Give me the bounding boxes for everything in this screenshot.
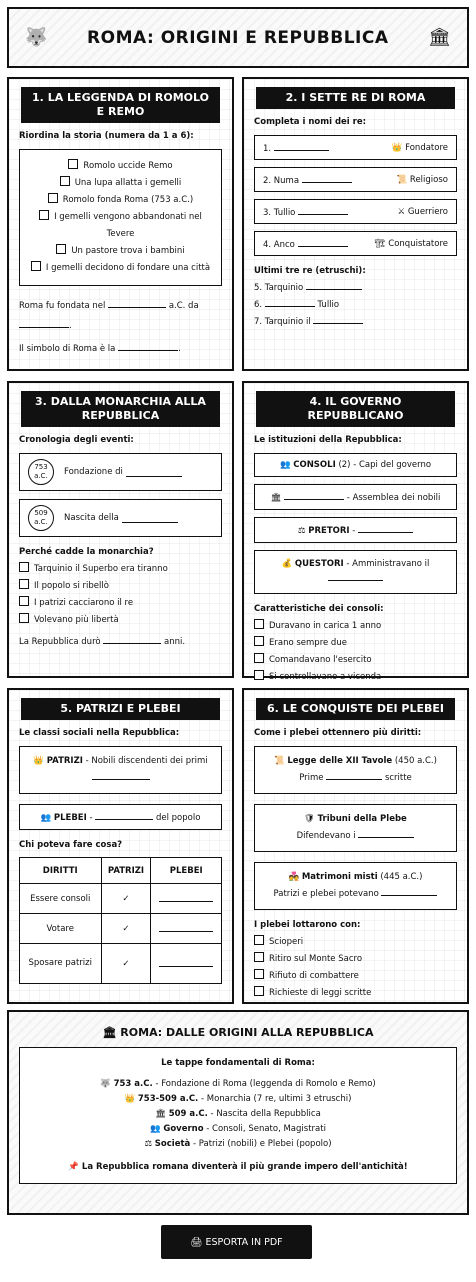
section-kings: [242, 77, 469, 371]
etruscan-kings: 5. Tarquinio 6. Tullio 7. Tarquinio il: [254, 280, 457, 331]
conquest-card: 💑 Matrimoni misti (445 a.C.) Patrizi e plebei potevano: [254, 862, 457, 910]
king-card: 2. Numa 📜 Religioso: [254, 167, 457, 192]
answer-blank[interactable]: [118, 342, 178, 351]
institution-card: 👥 CONSOLI (2) - Capi del governo: [254, 453, 457, 477]
feature-checkbox[interactable]: [254, 636, 264, 646]
list-item: Si controllavano a vicenda: [254, 670, 457, 684]
conquest-card: 🛡 Tribuni della Plebe Difendevano i: [254, 804, 457, 852]
list-item: Un pastore trova i bambini: [30, 243, 211, 260]
check-mark: ✓: [101, 884, 151, 914]
answer-blank[interactable]: [298, 206, 348, 215]
conquest-card: 📜 Legge delle XII Tavole (450 a.C.) Prime scritte: [254, 746, 457, 794]
table-row: Sposare patrizi ✓: [20, 944, 222, 984]
section-title: 6. LE CONQUISTE DEI PLEBEI: [256, 698, 455, 720]
answer-blank[interactable]: [159, 893, 213, 902]
section-instruction: Riordina la storia (numera da 1 a 6):: [19, 131, 194, 141]
answer-blank[interactable]: [122, 514, 178, 523]
summary-line: 👑 753-509 a.C. - Monarchia (7 re, ultimi 3 etruschi): [124, 1094, 352, 1104]
check-mark: ✓: [101, 914, 151, 944]
rights-table: [19, 857, 222, 984]
money-bag-icon: 💰: [281, 559, 293, 569]
pin-icon: 📌: [68, 1162, 79, 1172]
duration-question: La Repubblica durò anni.: [19, 637, 186, 647]
section-plebeian-conquests: [242, 688, 469, 1004]
feature-checkbox[interactable]: [254, 670, 264, 680]
section-instruction: Completa i nomi dei re:: [254, 117, 367, 127]
order-checkbox[interactable]: [48, 193, 58, 203]
list-item: Romolo uccide Remo: [30, 158, 211, 175]
printer-icon: 🖨: [190, 1236, 203, 1248]
list-item: Volevano più libertà: [19, 613, 222, 627]
temple-icon: 🏛: [102, 1026, 117, 1039]
people-icon: 👥: [150, 1124, 161, 1134]
class-card: 👥 PLEBEI - del popolo: [19, 804, 222, 830]
answer-blank[interactable]: [358, 829, 414, 838]
answer-blank[interactable]: [159, 958, 213, 967]
table-row: Essere consoli ✓: [20, 884, 222, 914]
crown-icon: 👑: [391, 142, 403, 153]
answer-blank[interactable]: [265, 298, 315, 307]
answer-blank[interactable]: [381, 887, 437, 896]
method-checkbox[interactable]: [254, 935, 264, 945]
section-title: 1. LA LEGGENDA DI ROMOLO E REMO: [21, 87, 220, 123]
wolf-icon: 🐺: [25, 27, 48, 48]
scroll-icon: 📜: [274, 756, 285, 766]
list-item: Comandavano l'esercito: [254, 653, 457, 667]
king-card: 4. Anco 🏗 Conquistatore: [254, 231, 457, 256]
summary-inner-title: Le tappe fondamentali di Roma:: [161, 1058, 315, 1068]
order-checkbox[interactable]: [56, 244, 66, 254]
section-instruction: Le classi sociali nella Repubblica:: [19, 728, 180, 738]
timeline-event: 509 a.C. Nascita della: [19, 499, 222, 537]
summary-final: 📌 La Repubblica romana diventerà il più grande impero dell'antichità!: [68, 1162, 408, 1172]
list-item: Il popolo si ribellò: [19, 579, 222, 593]
scroll-icon: 📜: [396, 174, 408, 185]
section-government: [242, 381, 469, 682]
answer-blank[interactable]: [92, 771, 150, 780]
answer-blank[interactable]: [358, 524, 413, 533]
section-title: 2. I SETTE RE DI ROMA: [256, 87, 455, 109]
answer-blank[interactable]: [108, 299, 166, 308]
section-instruction: Perché cadde la monarchia?: [19, 547, 154, 557]
summary-title: 🏛 ROMA: DALLE ORIGINI ALLA REPUBBLICA: [102, 1026, 374, 1039]
order-checkbox[interactable]: [39, 210, 49, 220]
symbol-question: Il simbolo di Roma è la .: [19, 344, 181, 354]
crown-icon: 👑: [33, 756, 44, 766]
timeline-event: 753 a.C. Fondazione di: [19, 453, 222, 491]
list-item: Scioperi: [254, 935, 457, 949]
institution-card: 🏛 - Assemblea dei nobili: [254, 484, 457, 510]
answer-blank[interactable]: [328, 572, 383, 581]
table-row: Votare ✓: [20, 914, 222, 944]
people-icon: 👥: [40, 813, 52, 823]
summary-line: 🐺 753 a.C. - Fondazione di Roma (leggenda di Romolo e Remo): [100, 1079, 376, 1089]
summary-line: 👥 Governo - Consoli, Senato, Magistrati: [150, 1124, 326, 1134]
method-checkbox[interactable]: [254, 952, 264, 962]
answer-blank[interactable]: [126, 468, 182, 477]
section-instruction: Ultimi tre re (etruschi):: [254, 266, 366, 276]
summary-line: ⚖ Società - Patrizi (nobili) e Plebei (popolo): [144, 1139, 332, 1149]
answer-blank[interactable]: [274, 142, 329, 151]
list-item: Duravano in carica 1 anno: [254, 619, 457, 633]
section-legend: [7, 77, 234, 371]
king-card: 3. Tullio ⚔ Guerriero: [254, 199, 457, 224]
answer-blank[interactable]: [103, 635, 161, 644]
year-badge: 509 a.C.: [28, 505, 54, 531]
feature-checkbox[interactable]: [254, 619, 264, 629]
scales-icon: ⚖: [144, 1139, 153, 1149]
list-item: Romolo fonda Roma (753 a.C.): [30, 192, 211, 209]
temple-icon: 🏛: [428, 27, 451, 48]
export-pdf-label: ESPORTA IN PDF: [205, 1236, 283, 1248]
order-checkbox[interactable]: [68, 159, 78, 169]
list-item: Tarquinio il Superbo era tiranno: [19, 562, 222, 576]
list-item: Erano sempre due: [254, 636, 457, 650]
section-title: 3. DALLA MONARCHIA ALLA REPUBBLICA: [21, 391, 220, 427]
answer-blank[interactable]: [326, 771, 382, 780]
wolf-icon: 🐺: [100, 1079, 111, 1089]
shield-icon: 🛡: [304, 814, 315, 824]
summary-box: [7, 1010, 469, 1215]
answer-blank[interactable]: [313, 315, 363, 324]
check-mark: ✓: [101, 944, 151, 984]
institution-card: 💰 QUESTORI - Amministravano il: [254, 550, 457, 594]
swords-icon: ⚔: [397, 206, 406, 217]
answer-blank[interactable]: [302, 174, 352, 183]
export-pdf-button[interactable]: [161, 1225, 312, 1259]
answer-blank[interactable]: [95, 811, 153, 820]
answer-blank[interactable]: [298, 238, 348, 247]
king-card: 1. 👑 Fondatore: [254, 135, 457, 160]
section-instruction: Come i plebei ottennero più diritti:: [254, 728, 422, 738]
feature-checkbox[interactable]: [254, 653, 264, 663]
section-instruction: Le istituzioni della Repubblica:: [254, 435, 402, 445]
crown-icon: 👑: [124, 1094, 136, 1104]
order-checkbox[interactable]: [60, 176, 70, 186]
story-order-box: [19, 149, 222, 286]
list-item: I gemelli vengono abbandonati nel Tevere: [30, 209, 211, 243]
section-social-classes: [7, 688, 234, 1004]
list-item: I patrizi cacciarono il re: [19, 596, 222, 610]
section-monarchy-republic: [7, 381, 234, 678]
class-card: 👑 PATRIZI - Nobili discendenti dei primi: [19, 746, 222, 794]
reason-checkbox[interactable]: [19, 613, 29, 623]
couple-icon: 💑: [288, 872, 300, 882]
reason-checkbox[interactable]: [19, 596, 29, 606]
reason-checkbox[interactable]: [19, 579, 29, 589]
list-item: Una lupa allatta i gemelli: [30, 175, 211, 192]
table-header-row: DIRITTI PATRIZI PLEBEI: [20, 858, 222, 884]
answer-blank[interactable]: [19, 319, 69, 328]
temple-icon: 🏛: [270, 493, 282, 503]
section-title: 5. PATRIZI E PLEBEI: [21, 698, 220, 720]
summary-line: 🏛 509 a.C. - Nascita della Repubblica: [155, 1109, 321, 1119]
list-item: Ritiro sul Monte Sacro: [254, 952, 457, 966]
worksheet-header: [7, 7, 469, 68]
construction-icon: 🏗: [374, 238, 386, 249]
institution-card: ⚖ PRETORI -: [254, 517, 457, 543]
section-instruction: Chi poteva fare cosa?: [19, 840, 123, 850]
list-item: Rifiuto di combattere: [254, 969, 457, 983]
year-badge: 753 a.C.: [28, 459, 54, 485]
section-instruction: I plebei lottarono con:: [254, 920, 361, 930]
summary-inner: [19, 1047, 457, 1184]
page-title: ROMA: ORIGINI E REPUBBLICA: [87, 27, 389, 48]
section-instruction: Cronologia degli eventi:: [19, 435, 134, 445]
method-checkbox[interactable]: [254, 986, 264, 996]
people-icon: 👥: [279, 460, 291, 470]
section-instruction: Caratteristiche dei consoli:: [254, 604, 384, 614]
answer-blank[interactable]: [284, 491, 344, 500]
temple-icon: 🏛: [155, 1109, 166, 1119]
list-item: Richieste di leggi scritte: [254, 986, 457, 1000]
scales-icon: ⚖: [297, 526, 306, 536]
answer-blank[interactable]: [306, 281, 362, 290]
section-title: 4. IL GOVERNO REPUBBLICANO: [256, 391, 455, 427]
method-checkbox[interactable]: [254, 969, 264, 979]
list-item: I gemelli decidono di fondare una città: [30, 260, 211, 277]
order-checkbox[interactable]: [31, 261, 41, 271]
reason-checkbox[interactable]: [19, 562, 29, 572]
foundation-question: Roma fu fondata nel a.C. da .: [19, 301, 199, 331]
answer-blank[interactable]: [159, 923, 213, 932]
